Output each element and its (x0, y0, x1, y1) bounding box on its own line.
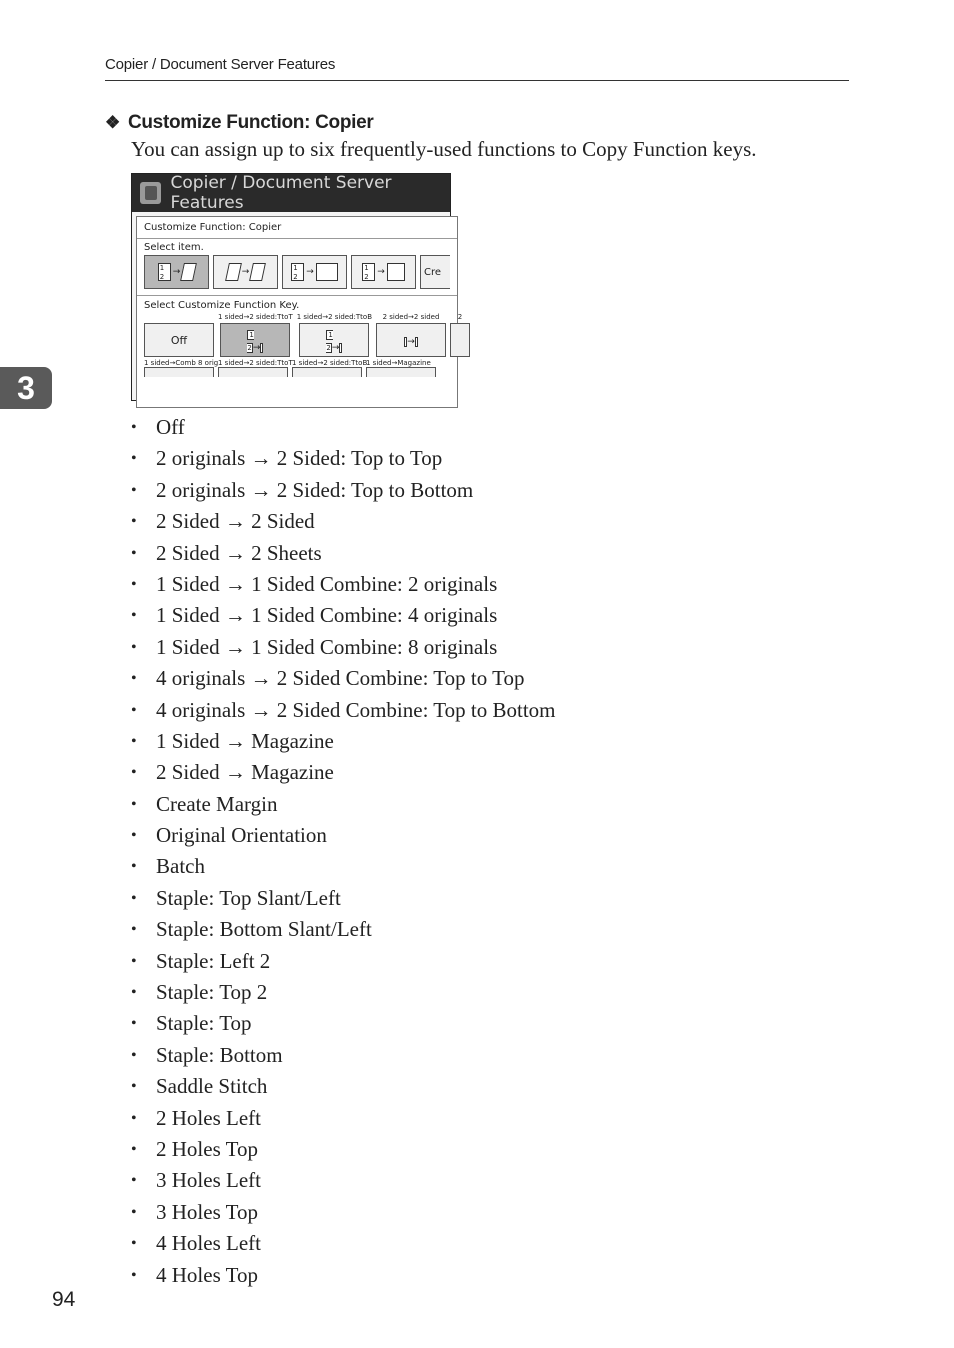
arrow-icon: → (407, 336, 415, 347)
list-item (131, 820, 555, 851)
sheet-icon: 1 2 (291, 263, 304, 281)
item-combine-2-button[interactable] (282, 255, 347, 289)
list-item-text: Staple: Top 2 (156, 980, 268, 1005)
bullet-icon: • (131, 1078, 137, 1096)
off-key-button[interactable]: Off (144, 323, 214, 357)
list-item (131, 914, 555, 945)
bottom-key-stubs (137, 367, 457, 377)
select-item-label: Select item. (144, 242, 204, 253)
list-item-text: 2 originals → 2 Sided: Top to Top (156, 446, 443, 471)
chapter-tab: 3 (0, 367, 52, 409)
bullet-icon: • (131, 1172, 137, 1190)
sheet-icon (415, 337, 418, 347)
options-list (131, 412, 555, 1291)
sheet-icon (260, 343, 263, 353)
list-item-text: 1 Sided → 1 Sided Combine: 4 originals (156, 603, 498, 628)
section-title: Customize Function: Copier (127, 112, 374, 133)
list-item-text: Create Margin (156, 791, 278, 816)
key-col-4 (450, 313, 470, 357)
bullet-icon: • (131, 481, 137, 499)
key-col-2 (297, 313, 372, 357)
list-item-text: 4 Holes Left (156, 1231, 261, 1256)
bullet-icon: • (131, 701, 137, 719)
list-item (131, 695, 555, 726)
arrow-icon: → (241, 267, 250, 277)
bullet-icon: • (131, 450, 137, 468)
list-item-text: 1 Sided → 1 Sided Combine: 8 originals (156, 634, 498, 659)
sheet-icon (339, 343, 342, 353)
list-item (131, 663, 555, 694)
key-col-1 (218, 313, 293, 357)
item-1-to-2-sided-button[interactable] (144, 255, 209, 289)
arrow-icon: → (306, 267, 314, 277)
arrow-icon: → (252, 343, 261, 353)
key-caption: 2 sided→2 sided (382, 313, 440, 321)
list-item-text: Batch (156, 854, 205, 879)
list-item (131, 1040, 555, 1071)
bullet-icon: • (131, 419, 137, 436)
screen-subtitle: Customize Function: Copier (137, 217, 457, 239)
sheet-icon (180, 263, 197, 281)
item-create-margin-button[interactable]: Cre (420, 255, 450, 289)
list-item-text: Saddle Stitch (156, 1074, 268, 1099)
bullet-icon: • (131, 1015, 137, 1033)
sheet-icon (387, 263, 405, 281)
list-item-text: 3 Holes Left (156, 1168, 261, 1193)
list-item-text: 2 Sided → 2 Sheets (156, 540, 322, 565)
bullet-icon: • (131, 575, 137, 593)
sheet-icon: 1 2 (326, 331, 333, 352)
list-item (131, 883, 555, 914)
bullet-icon: • (131, 952, 137, 970)
list-item-text: 4 originals → 2 Sided Combine: Top to Top (156, 666, 525, 691)
list-item (131, 789, 555, 820)
list-item (131, 569, 555, 600)
bullet-icon: • (131, 1140, 137, 1158)
list-item-text: 1 Sided → Magazine (156, 728, 334, 753)
list-item (131, 475, 555, 506)
list-item-text: 2 Sided → 2 Sided (156, 509, 315, 534)
key-row (137, 313, 463, 357)
intro-text: You can assign up to six frequently-used functions to Copy Function keys. (131, 137, 757, 161)
sheet-icon: 1 2 (158, 263, 171, 281)
bullet-icon: • (131, 732, 137, 750)
bullet-icon: • (131, 984, 137, 1002)
list-item-text: Staple: Bottom Slant/Left (156, 917, 372, 942)
list-item (131, 1071, 555, 1102)
bullet-icon: • (131, 607, 137, 625)
list-item (131, 1134, 555, 1165)
list-item-text: Staple: Left 2 (156, 948, 271, 973)
bullet-icon: • (131, 764, 137, 782)
function-key-4-button[interactable] (450, 323, 470, 357)
list-item-text: 2 Holes Left (156, 1105, 261, 1130)
list-item-text: 4 originals → 2 Sided Combine: Top to Bottom (156, 697, 556, 722)
key-caption: 2 (457, 313, 463, 321)
list-item-text: Original Orientation (156, 823, 327, 848)
running-header: Copier / Document Server Features (105, 56, 849, 81)
arrow-icon: → (331, 343, 340, 353)
bullet-icon: • (131, 544, 137, 562)
list-item (131, 1165, 555, 1196)
arrow-icon: → (172, 267, 181, 277)
list-item (131, 412, 555, 443)
sheet-icon (316, 263, 338, 281)
select-key-label: Select Customize Function Key. (137, 295, 457, 313)
function-key-3-button[interactable] (376, 323, 446, 357)
list-item-text: 2 Sided → Magazine (156, 760, 334, 785)
copier-icon (140, 182, 161, 204)
sheet-icon: 1 2 (247, 331, 254, 352)
function-key-7-button[interactable] (292, 367, 362, 377)
list-item (131, 757, 555, 788)
bullet-icon: • (131, 1266, 137, 1284)
list-item-text: Staple: Top (156, 1011, 252, 1036)
key-col-off (144, 313, 214, 357)
list-item (131, 600, 555, 631)
screen-titlebar (132, 174, 450, 212)
arrow-icon: → (377, 267, 385, 277)
function-key-2-button[interactable] (299, 323, 369, 357)
bullet-icon: • (131, 921, 137, 939)
bullet-icon: • (131, 1203, 137, 1221)
key-caption: 1 sided→Comb 8 orig (144, 359, 219, 367)
list-item (131, 1260, 555, 1291)
list-item-text: Staple: Top Slant/Left (156, 885, 341, 910)
customize-panel (136, 216, 463, 408)
item-2-to-2-sided-button[interactable] (213, 255, 278, 289)
key-caption: 1 sided→Magazine (366, 359, 431, 367)
bullet-icon: • (131, 858, 137, 876)
list-item (131, 1008, 555, 1039)
list-item-text: 2 originals → 2 Sided: Top to Bottom (156, 477, 474, 502)
function-key-1-button[interactable] (220, 323, 290, 357)
diamond-bullet-icon: ❖ (105, 113, 120, 132)
list-item (131, 1228, 555, 1259)
sheet-icon (249, 263, 266, 281)
list-item (131, 977, 555, 1008)
list-item-text: Staple: Bottom (156, 1042, 283, 1067)
list-item (131, 946, 555, 977)
list-item-text: Off (156, 415, 185, 439)
item-combine-4-button[interactable] (351, 255, 416, 289)
key-caption: 1 sided→2 sided:TtoT (218, 313, 293, 321)
bullet-icon: • (131, 638, 137, 656)
list-item (131, 443, 555, 474)
key-caption: 1 sided→2 sided:TtoB (292, 359, 368, 367)
list-item-text: 3 Holes Top (156, 1199, 258, 1224)
list-item (131, 632, 555, 663)
list-item (131, 1197, 555, 1228)
key-caption: 1 sided→2 sided:TtoT (218, 359, 293, 367)
bullet-icon: • (131, 1046, 137, 1064)
list-item (131, 506, 555, 537)
key-col-3 (376, 313, 446, 357)
sheet-icon: 1 2 (362, 263, 375, 281)
bullet-icon: • (131, 1109, 137, 1127)
bullet-icon: • (131, 670, 137, 688)
screen-title: Copier / Document Server Features (170, 173, 392, 213)
function-key-8-button[interactable] (366, 367, 436, 377)
bullet-icon: • (131, 795, 137, 813)
bullet-icon: • (131, 513, 137, 531)
function-key-5-button[interactable] (144, 367, 214, 377)
list-item (131, 1103, 555, 1134)
list-item-text: 2 Holes Top (156, 1136, 258, 1161)
bullet-icon: • (131, 827, 137, 845)
item-row (137, 255, 457, 289)
list-item (131, 538, 555, 569)
bottom-caption-row (137, 357, 457, 367)
list-item-text: 4 Holes Top (156, 1262, 258, 1287)
page-number: 94 (52, 1288, 76, 1311)
key-caption: 1 sided→2 sided:TtoB (296, 313, 372, 321)
list-item-text: 1 Sided → 1 Sided Combine: 2 originals (156, 571, 498, 596)
function-key-6-button[interactable] (218, 367, 288, 377)
sheet-icon (225, 263, 242, 281)
bullet-icon: • (131, 1235, 137, 1253)
list-item (131, 851, 555, 882)
screenshot-panel (131, 173, 463, 401)
section-heading (105, 112, 373, 134)
list-item (131, 726, 555, 757)
bullet-icon: • (131, 889, 137, 907)
